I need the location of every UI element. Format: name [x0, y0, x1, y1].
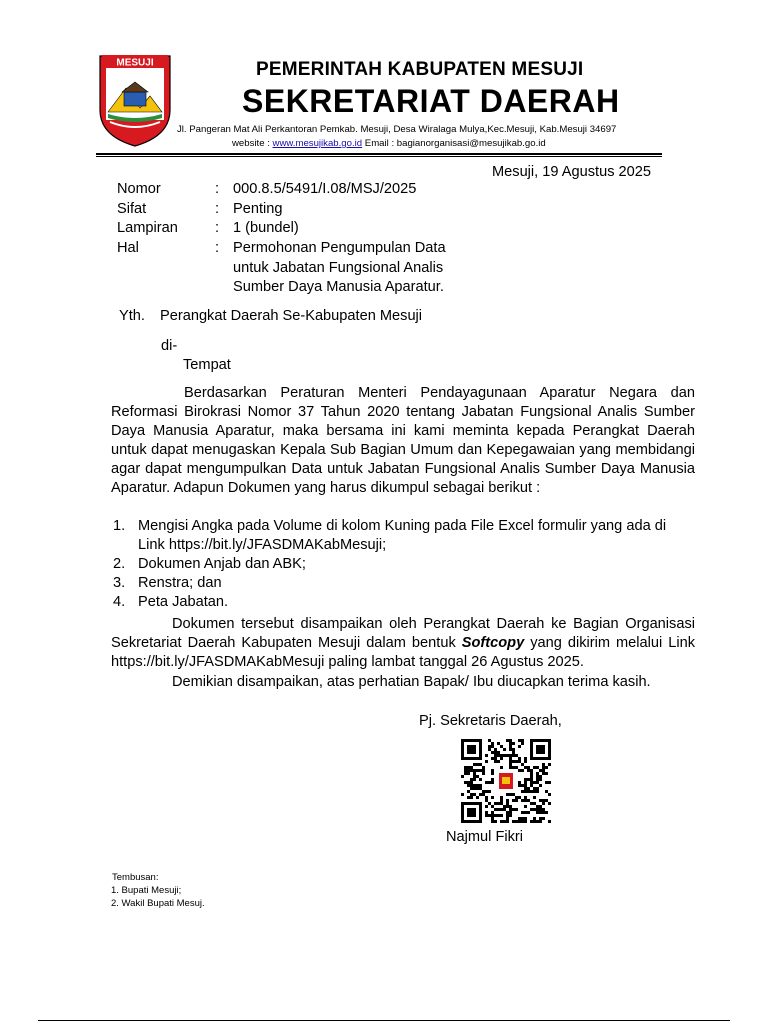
office-name: SEKRETARIAT DAERAH [242, 83, 620, 119]
letter-date: Mesuji, 19 Agustus 2025 [492, 164, 652, 180]
meta-label: Nomor [117, 181, 161, 197]
tempat-label: Tempat [183, 357, 231, 373]
meta-label: Sifat [117, 201, 147, 217]
list-text: Dokumen Anjab dan ABK; [138, 556, 306, 572]
closing-paragraph: Demikian disampaikan, atas perhatian Bapak/ Ibu diucapkan terima kasih. [172, 674, 651, 690]
cc-item: 1. Bupati Mesuji; [111, 885, 182, 896]
signatory-name: Najmul Fikri [446, 829, 524, 845]
list-text: Mengisi Angka pada Volume di kolom Kuning pada File Excel formulir yang ada di Link https://bit.ly/JFASDMAKabMesuji; [138, 518, 667, 553]
recipient: Perangkat Daerah Se-Kabupaten Mesuji [160, 308, 423, 324]
list-text: Renstra; dan [138, 575, 222, 591]
paragraph-text: yang dikirim melalui Link https://bit.ly/JFASDMAKabMesuji paling lambat tanggal 26 Agustus 2025. [111, 635, 695, 670]
cc-title: Tembusan: [112, 872, 159, 883]
email-label: Email : [362, 138, 397, 149]
cc-item: 2. Wakil Bupati Mesuj. [111, 898, 205, 909]
header-rule-thin [96, 156, 662, 157]
list-number: 1. [113, 518, 126, 534]
meta-value: 000.8.5/5491/I.08/MSJ/2025 [233, 181, 417, 197]
meta-colon: : [215, 201, 220, 217]
contact-line [232, 138, 546, 149]
list-number: 4. [113, 594, 126, 610]
body-paragraph: Berdasarkan Peraturan Menteri Pendayagunaan Aparatur Negara dan Reformasi Birokrasi Nomor 37 Tahun 2020 tentang Jabatan Fungsional Analis Sumber Daya Manusia Aparatur, maka bersama ini kami meminta kepada Perangkat Daerah untuk dapat menugaskan Kepala Sub Bagian Umum dan Kepegawaian yang membidangi agar dapat mengumpulkan Data untuk Jabatan Fungsional Analis Sumber Daya Manusia Aparatur. Adapun Dokumen yang harus dikumpul sebagai berikut : [111, 385, 695, 496]
meta-value: Permohonan Pengumpulan Data [233, 240, 446, 256]
subject-line: Sumber Daya Manusia Aparatur. [233, 279, 444, 295]
mesuji-regency-logo [96, 52, 174, 148]
signature-qr-code [461, 739, 551, 823]
meta-colon: : [215, 240, 220, 256]
government-name: PEMERINTAH KABUPATEN MESUJI [256, 59, 584, 80]
signatory-title: Pj. Sekretaris Daerah, [419, 713, 562, 729]
subject-line: untuk Jabatan Fungsional Analis [233, 260, 444, 276]
meta-label: Lampiran [117, 220, 178, 236]
salutation-label: Yth. [119, 308, 145, 324]
list-text: Peta Jabatan. [138, 594, 229, 610]
meta-label: Hal [117, 240, 139, 256]
footer-rule [38, 1020, 730, 1021]
meta-value: 1 (bundel) [233, 220, 299, 236]
paragraph-text: Dokumen tersebut disampaikan oleh Perangkat Daerah ke Bagian Organisasi Sekretariat Daerah Kabupaten Mesuji dalam bentuk [111, 616, 695, 651]
list-item [111, 517, 695, 555]
meta-colon: : [215, 181, 220, 197]
meta-colon: : [215, 220, 220, 236]
list-number: 3. [113, 575, 126, 591]
office-address: Jl. Pangeran Mat Ali Perkantoran Pemkab. Mesuji, Desa Wiralaga Mulya,Kec.Mesuji, Kab.Mesuji 34697 [177, 124, 617, 135]
document-list [111, 517, 695, 612]
softcopy-emphasis: Softcopy [461, 635, 525, 651]
body-paragraph [111, 615, 695, 672]
header-rule [96, 153, 662, 155]
email-address: bagianorganisasi@mesujikab.go.id [396, 138, 546, 149]
di-label: di- [161, 338, 178, 354]
list-item [111, 593, 695, 612]
logo-text: MESUJI [116, 57, 154, 69]
website-label: website : [232, 138, 273, 149]
list-item [111, 574, 695, 593]
list-item [111, 555, 695, 574]
list-number: 2. [113, 556, 126, 572]
meta-value: Penting [233, 201, 283, 217]
website-link[interactable]: www.mesujikab.go.id [272, 138, 363, 149]
